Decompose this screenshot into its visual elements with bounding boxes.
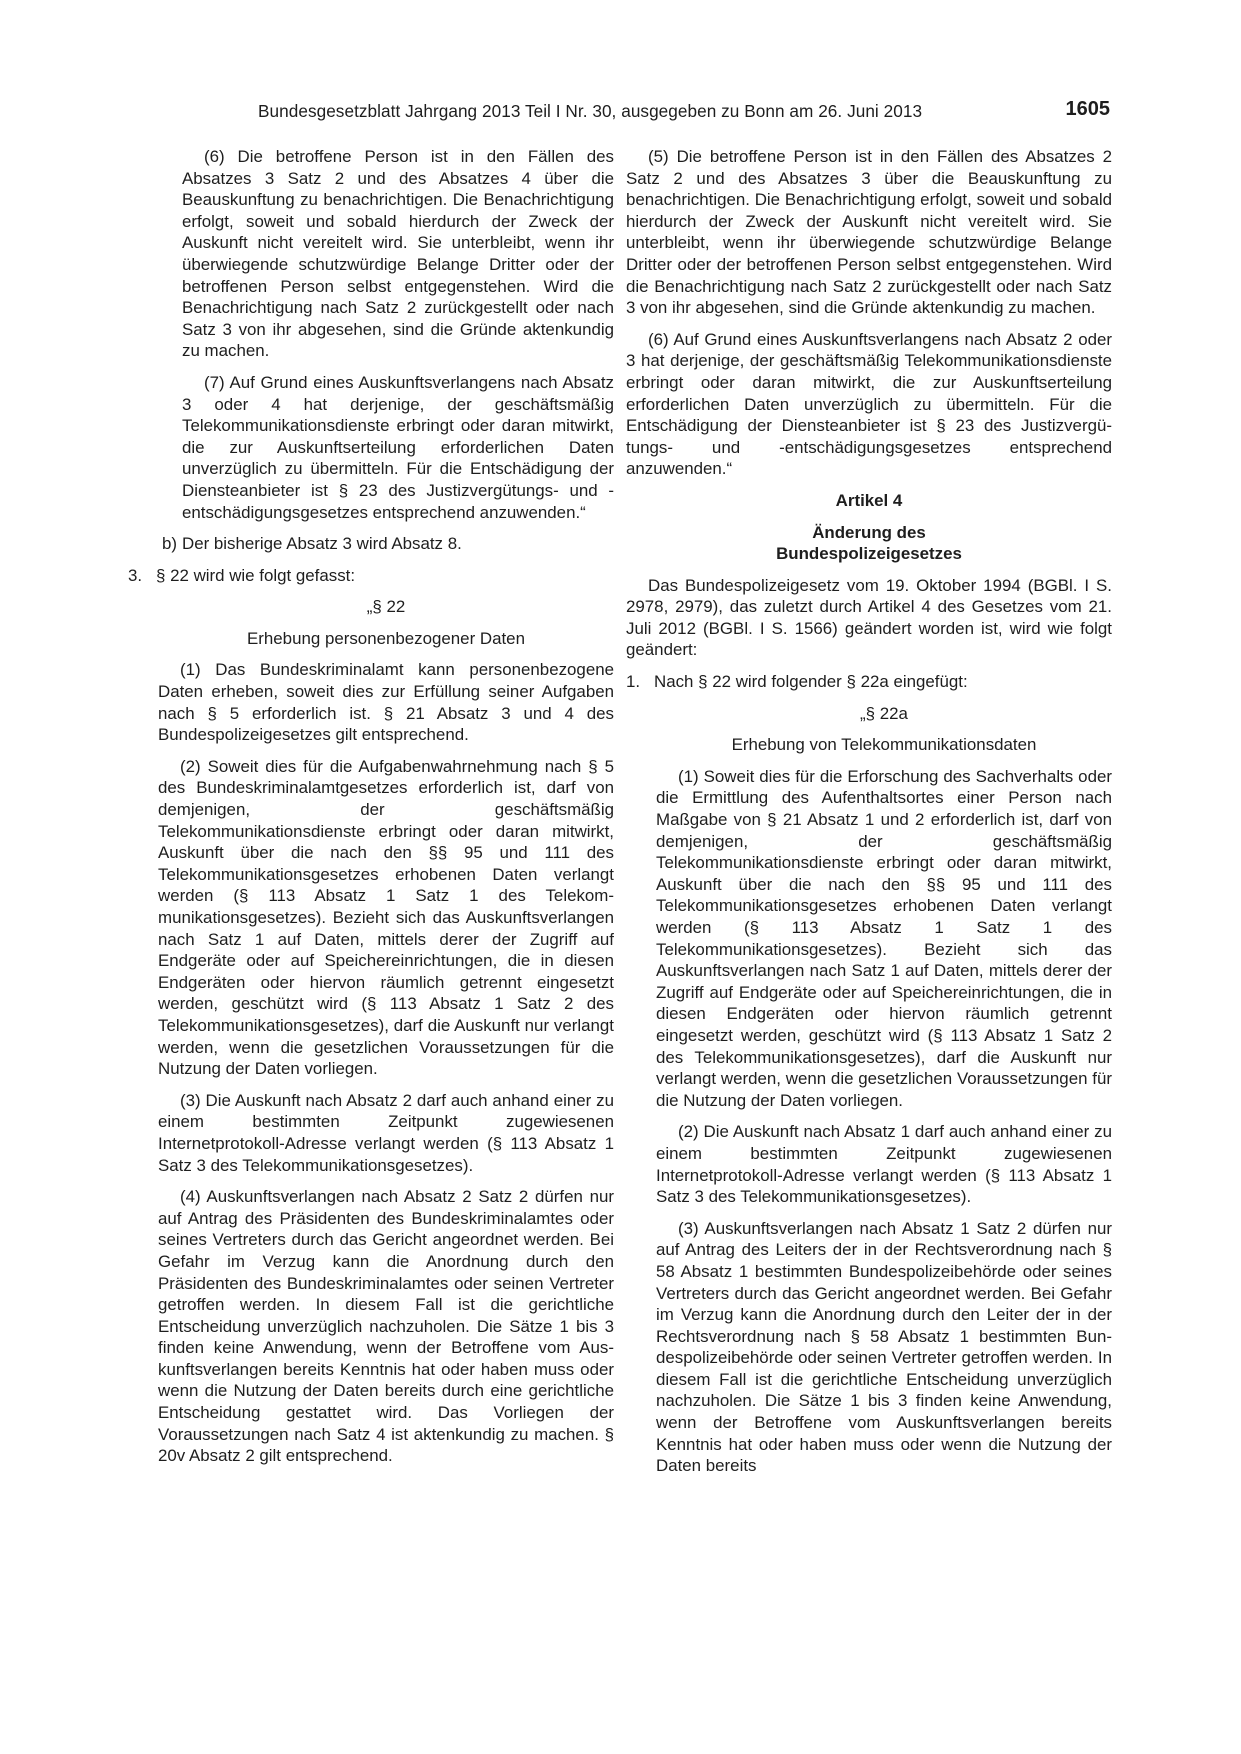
sub-item-b-text: Der bisherige Absatz 3 wird Absatz 8.	[182, 534, 462, 554]
article-title: Artikel 4	[835, 490, 903, 510]
section-22a-paragraph-2: (2) Die Auskunft nach Absatz 1 darf auch anhand einer zu einem bestimmten Zeitpunkt zugewiesenen Internetprotokoll-Adresse verlangt werden (§ 113 Absatz 1 Satz 3 des Telekommunikationsgesetzes).	[656, 1122, 1112, 1207]
list-item-3-text: § 22 wird wie folgt gefasst:	[156, 565, 356, 585]
article-subtitle-line-1: Änderung des	[812, 522, 926, 542]
left-section-22	[128, 596, 614, 1467]
section-22a-heading: „§ 22a	[860, 703, 908, 723]
section-22-paragraph-3: (3) Die Auskunft nach Absatz 2 darf auch anhand einer zu einem bestimmten Zeitpunkt zugewiesenen Internetprotokoll-Adresse verlangt werden (§ 113 Absatz 1 Satz 3 des Telekommunikationsgesetzes).	[158, 1090, 614, 1175]
article-intro: Das Bundespolizeigesetz vom 19. Oktober 1994 (BGBl. I S. 2978, 2979), das zuletzt durch Artikel 4 des Gesetzes vom 21. Juli 2012 (BGBl. I S. 1566) geändert worden ist, wird wie folgt geändert:	[626, 575, 1112, 660]
page-number: 1605	[1065, 98, 1110, 120]
left-paragraph-7: (7) Auf Grund eines Auskunftsverlangens nach Absatz 3 oder 4 hat derjenige, der geschäftsmäßig Telekommunikationsdienste erbringt oder daran mitwirkt, die zur Auskunftserteilung erforderlichen Daten unverzüglich zu übermitteln. Für die Entschädigung der Diensteanbieter ist § 23 des Justizvergütungs- und -entschädigungsgesetzes entsprechend anzuwenden.“	[182, 372, 614, 522]
section-22-paragraph-2: (2) Soweit dies für die Aufgabenwahrnehmung nach § 5 des Bundeskriminalamtgesetzes erforderlich ist, darf von demjenigen, der geschäftsmäßig Telekommunikationsdienste erbringt oder daran mitwirkt, Auskunft über die nach den §§ 95 und 111 des Telekommunikationsgesetzes erhobenen Daten verlangt werden (§ 113 Absatz 1 Satz 1 des Telekommunikationsgesetzes). Bezieht sich das Auskunftsverlangen nach Satz 1 auf Daten, mittels derer der Zugriff auf Endgeräte oder auf Speichereinrichtungen, die in diesen Endgeräten oder hiervon räumlich getrennt eingesetzt werden, geschützt wird (§ 113 Absatz 1 Satz 2 des Telekommunikationsgesetzes), darf die Auskunft nur verlangt werden, wenn die gesetzlichen Voraussetzungen für die Nutzung der Daten vorliegen.	[158, 756, 614, 1079]
list-item-1	[626, 671, 1112, 693]
sub-item-b-label: b)	[162, 534, 178, 554]
article-subtitle	[626, 522, 1112, 565]
right-column	[626, 146, 1112, 1487]
sub-item-b	[128, 533, 614, 555]
right-paragraph-6: (6) Auf Grund eines Auskunftsverlangens nach Absatz 2 oder 3 hat derjenige, der geschäftsmäßig Telekommunikationsdienste erbringt oder daran mitwirkt, die zur Auskunftserteilung erforderlichen Daten unverzüglich zu übermitteln. Für die Entschädigung der Diensteanbieter ist § 23 des Justizvergütungs- und -entschädigungsgesetzes entsprechend anzuwenden.“	[626, 329, 1112, 479]
section-22a-title: Erhebung von Telekommunikationsdaten	[731, 735, 1037, 755]
header-publication-line: Bundesgesetzblatt Jahrgang 2013 Teil I Nr. 30, ausgegeben zu Bonn am 26. Juni 2013	[258, 101, 923, 121]
section-22a-paragraph-3: (3) Auskunftsverlangen nach Absatz 1 Satz 2 dürfen nur auf Antrag des Leiters der in der Rechtsverordnung nach § 58 Absatz 1 bestimmten Bundespolizeibehörde oder seines Vertreters durch das Gericht angeordnet werden. Bei Gefahr im Verzug kann die Anordnung durch den Leiter der in der Rechtsverordnung nach § 58 Absatz 1 bestimmten Bundespolizeibehörde oder seinen Vertreter getroffen werden. In diesem Fall ist die gerichtliche Entscheidung unverzüglich nachzuholen. Die Sätze 1 bis 3 finden keine Anwendung, wenn der Betroffene vom Auskunftsverlangen bereits Kenntnis hat oder haben muss oder wenn die Nutzung der Daten bereits	[656, 1218, 1112, 1476]
article-subtitle-line-2: Bundespolizeigesetzes	[776, 544, 962, 564]
list-item-3-number: 3.	[128, 565, 143, 585]
list-item-1-text: Nach § 22 wird folgender § 22a eingefügt:	[654, 672, 968, 692]
section-22-heading: „§ 22	[366, 597, 406, 617]
page-header	[258, 98, 1110, 126]
section-22-paragraph-1: (1) Das Bundeskriminalamt kann personenbezogene Daten erheben, soweit dies zur Erfüllung seiner Aufgaben nach § 5 erforderlich ist. § 21 Absatz 3 und 4 des Bundespolizeigesetzes gilt entsprechend.	[158, 660, 614, 745]
right-paragraph-5: (5) Die betroffene Person ist in den Fällen des Absatzes 2 Satz 2 und des Absatzes 3 über die Beauskunftung zu benachrichtigen. Die Benachrichtigung erfolgt, soweit und sobald hierdurch der Zweck der Auskunft nicht vereitelt wird. Sie unterbleibt, wenn ihr überwiegende schutzwürdige Belange Dritter oder der betroffenen Person selbst entgegenstehen. Wird die Benachrichtigung nach Satz 2 zurückgestellt oder nach Satz 3 von ihr abgesehen, sind die Gründe aktenkundig zu machen.	[626, 147, 1112, 318]
section-22-title: Erhebung personenbezogener Daten	[247, 628, 525, 648]
left-column	[128, 146, 614, 1477]
list-item-1-number: 1.	[626, 672, 641, 692]
list-item-3	[128, 565, 614, 587]
section-22-paragraph-4: (4) Auskunftsverlangen nach Absatz 2 Satz 2 dürfen nur auf Antrag des Präsidenten des Bundeskriminalamtes oder seines Vertreters durch das Gericht angeordnet werden. Bei Gefahr im Verzug kann die Anordnung durch den Präsidenten des Bundeskriminalamtes oder seinen Vertreter getroffen werden. In diesem Fall ist die gerichtliche Entscheidung unverzüglich nachzuholen. Die Sätze 1 bis 3 finden keine Anwendung, wenn der Betroffene vom Auskunftsverlangen bereits Kenntnis hat oder haben muss oder wenn die Nutzung der Daten bereits durch eine gerichtliche Entscheidung gestattet wird. Das Vorliegen der Voraussetzungen nach Satz 4 ist aktenkundig zu machen. § 20v Absatz 2 gilt entsprechend.	[158, 1187, 614, 1466]
left-paragraph-6: (6) Die betroffene Person ist in den Fällen des Absatzes 3 Satz 2 und des Absatzes 4 über die Beauskunftung zu benachrichtigen. Die Benachrichtigung erfolgt, soweit und sobald hierdurch der Zweck der Auskunft nicht vereitelt wird. Sie unterbleibt, wenn ihr überwiegende schutzwürdige Belange Dritter oder der betroffenen Person selbst entgegenstehen. Wird die Benachrichtigung nach Satz 2 zurückgestellt oder nach Satz 3 von ihr abgesehen, sind die Gründe aktenkundig zu machen.	[182, 147, 614, 361]
right-section-22a	[626, 703, 1112, 1477]
section-22a-paragraph-1: (1) Soweit dies für die Erforschung des Sachverhalts oder die Ermittlung des Aufenthaltsortes einer Person nach Maßgabe von § 21 Absatz 1 und 2 erforderlich ist, darf von demjenigen, der geschäftsmäßig Telekommunikationsdienste erbringt oder daran mitwirkt, Auskunft über die nach den §§ 95 und 111 des Telekommunikationsgesetzes erhobenen Daten verlangt werden (§ 113 Absatz 1 Satz 1 des Telekommunikationsgesetzes). Bezieht sich das Auskunftsverlangen nach Satz 1 auf Daten, mittels derer der Zugriff auf Endgeräte oder auf Speichereinrichtungen, die in diesen Endgeräten oder hiervon räumlich getrennt eingesetzt werden, geschützt wird (§ 113 Absatz 1 Satz 2 des Telekommunikationsgesetzes), darf die Auskunft nur verlangt werden, wenn die gesetzlichen Voraussetzungen für die Nutzung der Daten vorliegen.	[656, 766, 1112, 1110]
